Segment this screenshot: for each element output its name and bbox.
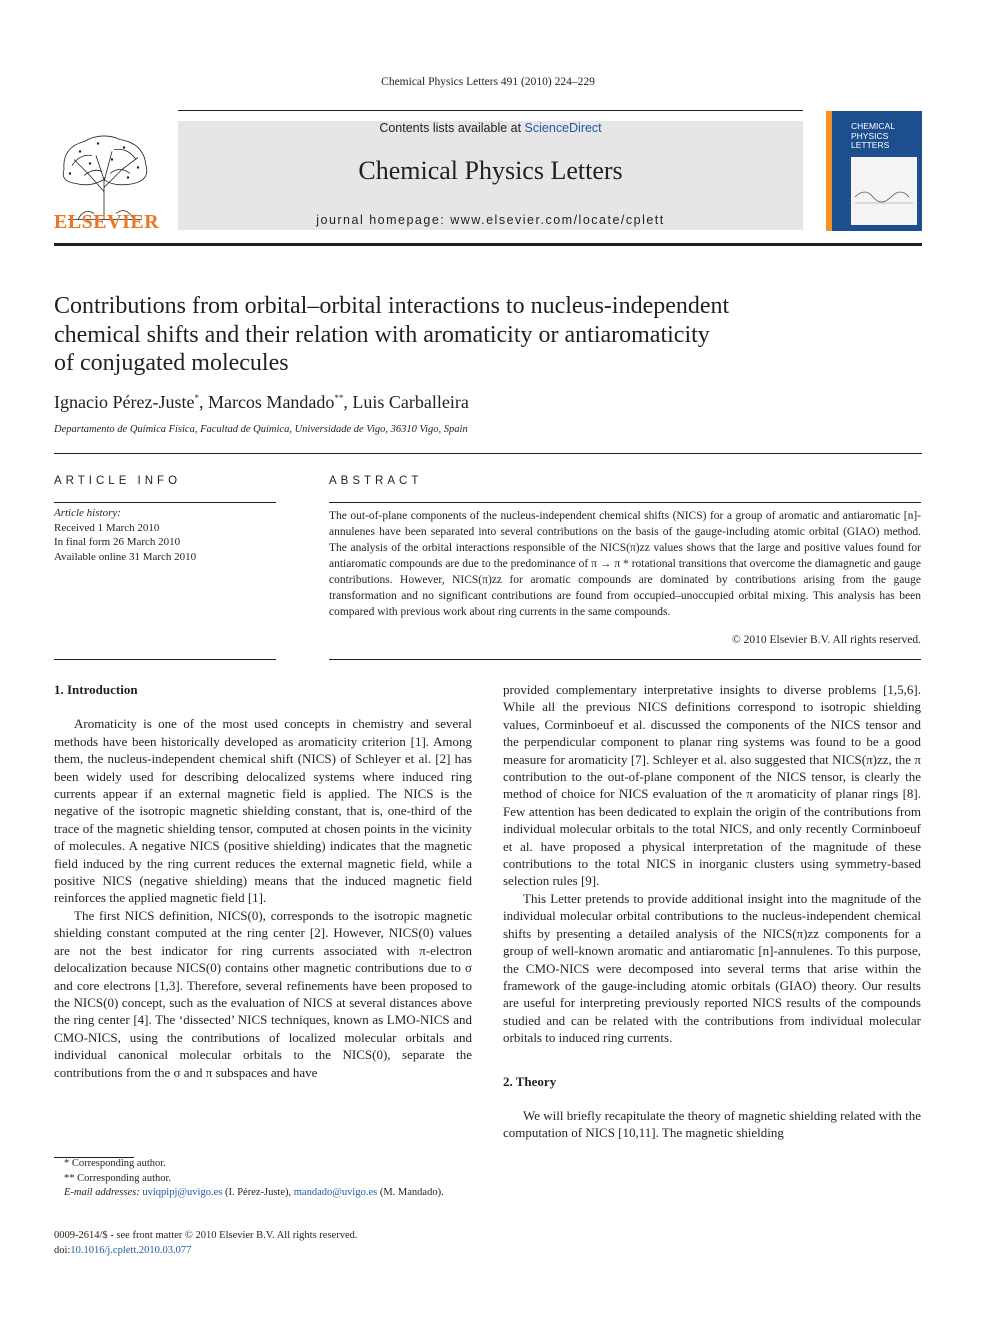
author-list: Ignacio Pérez-Juste*, Marcos Mandado**, Luis Carballeira [54,392,469,412]
history-online: Available online 31 March 2010 [54,550,197,563]
contents-prefix: Contents lists available at [379,121,525,135]
author-name[interactable]: Ignacio Pérez-Juste [54,392,195,412]
author-name[interactable]: Marcos Mandado [207,392,335,412]
doi-line: doi:10.1016/j.cplett.2010.03.077 [54,1244,192,1256]
footnotes [54,1157,472,1201]
top-rule [178,110,803,111]
footnote: ** Corresponding author. [64,1172,172,1184]
bottom-info [54,1229,357,1258]
affiliation: Departamento de Química Física, Facultad de Química, Universidade de Vigo, 36310 Vigo, Spain [54,424,468,435]
history-label: Article history: [54,507,121,519]
cover-band [826,111,832,231]
article-info-heading: ARTICLE INFO [54,475,182,487]
body-column-right [503,681,921,1142]
elsevier-wordmark: ELSEVIER [54,211,160,233]
paragraph: This Letter pretends to provide additional insight into the magnitude of the individual molecular orbital contributions to the nucleus-independent chemical shifts by presenting a detailed analysis of the NICS(π)zz components for a group of well-known aromatic and antiaromatic [n]-annulenes. To this purpose, the CMO-NICS were decomposed into several terms that arise within the framework of the gauge-including atomic orbitals (GIAO) theory. Our results are useful for interpreting previously reported NICS results of the compounds studied and can be related with the contributions from individual molecular orbitals to induced ring currents. [503,890,921,1046]
journal-homepage-link[interactable]: journal homepage: www.elsevier.com/locate/cplett [316,213,665,227]
cover-title: CHEMICAL PHYSICS LETTERS [851,121,895,150]
abstract-heading: ABSTRACT [329,475,423,487]
paragraph: We will briefly recapitulate the theory of magnetic shielding related with the computation of NICS [10,11]. The magnetic shielding [503,1107,921,1141]
abstract-rule [329,502,921,503]
section-heading-introduction: 1. Introduction [54,682,138,697]
history-revised: In final form 26 March 2010 [54,536,181,548]
header-rule [54,243,922,246]
contents-line [178,121,803,135]
journal-reference: Chemical Physics Letters 491 (2010) 224–229 [381,76,595,88]
sciencedirect-link[interactable]: ScienceDirect [524,121,602,135]
abstract-copyright: © 2010 Elsevier B.V. All rights reserved. [732,634,921,646]
doi-link[interactable]: 10.1016/j.cplett.2010.03.077 [70,1244,192,1256]
article-info-bottom-rule [54,659,276,660]
issn-line: 0009-2614/$ - see front matter © 2010 Elsevier B.V. All rights reserved. [54,1230,358,1241]
cover-graphic-plot [851,157,917,225]
history-received: Received 1 March 2010 [54,521,160,534]
body-column-left [54,681,472,1081]
email-link[interactable]: mandado@uvigo.es [293,1187,378,1198]
article-info-rule [54,502,276,503]
journal-title: Chemical Physics Letters [358,156,623,185]
section-heading-theory: 2. Theory [503,1073,557,1089]
paragraph: Aromaticity is one of the most used concepts in chemistry and several methods have been historically developed as aromaticity criterion [1]. Among them, the nucleus-independent chemical shift (NICS) of Schleyer et al. [2] has been widely used for describing delocalized systems where induced ring currents appear if an external magnetic field is applied. The NICS is the negative of the isotropic magnetic shielding constant, that is, one-third of the trace of the magnetic shielding tensor, computed at chosen points in the vicinity of molecules. A negative NICS (positive shielding) indicates that the magnetic field induced by the ring current reduces the external magnetic field, while a positive NICS (negative shielding) means that the induced magnetic field reinforces the applied magnetic field [1]. [54,716,472,906]
footnote-emails: E-mail addresses: uviqpipj@uvigo.es (I. Pérez-Juste), mandado@uvigo.es (M. Mandado). [64,1187,444,1198]
article-title: Contributions from orbital–orbital interactions to nucleus-independent chemical shifts and their relation with aromaticity or antiaromaticity of conjugated molecules [54,293,730,376]
abstract-text: The out-of-plane components of the nucleus-independent chemical shifts (NICS) for a group of aromatic and antiaromatic [n]-annulenes have been separated into several contributions on the basis of the gauge-including atomic orbital (GIAO) method. The analysis of the orbital interactions responsible of the NICS(π)zz values shows that the large and positive values found for antiaromatic compounds are due to the predominance of π → π * rotational transitions that overcome the diamagnetic and gauge contributions. However, NICS(π)zz for aromatic compounds are dominated by contributions arising from the gauge transformation and no significant contributions are found from occupied–unoccupied orbital mixing. This analysis has been compared with previous work about ring currents in the same compounds. [329,510,921,618]
journal-cover-image [826,111,922,231]
abstract-bottom-rule [329,659,921,660]
email-link[interactable]: uviqpipj@uvigo.es [142,1187,223,1198]
author-name[interactable]: Luis Carballeira [352,392,469,412]
article-history [54,506,276,564]
author-mark[interactable]: ** [334,393,344,403]
author-mark[interactable]: * [194,393,199,403]
cover-graphic [851,157,917,225]
title-rule [54,453,922,454]
paragraph: provided complementary interpretative insights to diverse problems [1,5,6]. While all the previous NICS definitions correspond to isotropic shielding values, Corminboeuf et al. discussed the components of the NICS tensor and the perpendicular component to planar ring systems was found to be a good measure for aromaticity [7]. Schleyer et al. also suggested that NICS(π)zz, the π contribution to the out-of-plane component of the NICS tensor, is clearly the method of choice for NICS evaluation of the π aromaticity of planar rings [8]. Few attention has been dedicated to explain the origin of the contributions from individual molecular orbitals to the total NICS, and only recently Corminboeuf et al. have proposed a physical interpretation of the magnitude of these contributions to the total NICS in inorganic clusters using symmetry-based selection rules [9]. [503,682,921,889]
footnote: * Corresponding author. [64,1158,166,1169]
paragraph: The first NICS definition, NICS(0), corresponds to the isotropic magnetic shielding constant computed at the ring center [2]. However, NICS(0) values are not the best indicator for ring currents associated with π-electron delocalization because NICS(0) contains other magnetic contributions due to σ and core electrons [1,3]. Therefore, several refinements have been proposed to the NICS(0) concept, such as the evaluation of NICS at several distances above the ring center [4]. The ‘dissected’ NICS techniques, known as LMO-NICS and CMO-NICS, using the contributions of localized molecular orbitals and individual canonical molecular orbitals to the NICS(0), separate the contributions from the σ and π subspaces and have [54,907,472,1080]
